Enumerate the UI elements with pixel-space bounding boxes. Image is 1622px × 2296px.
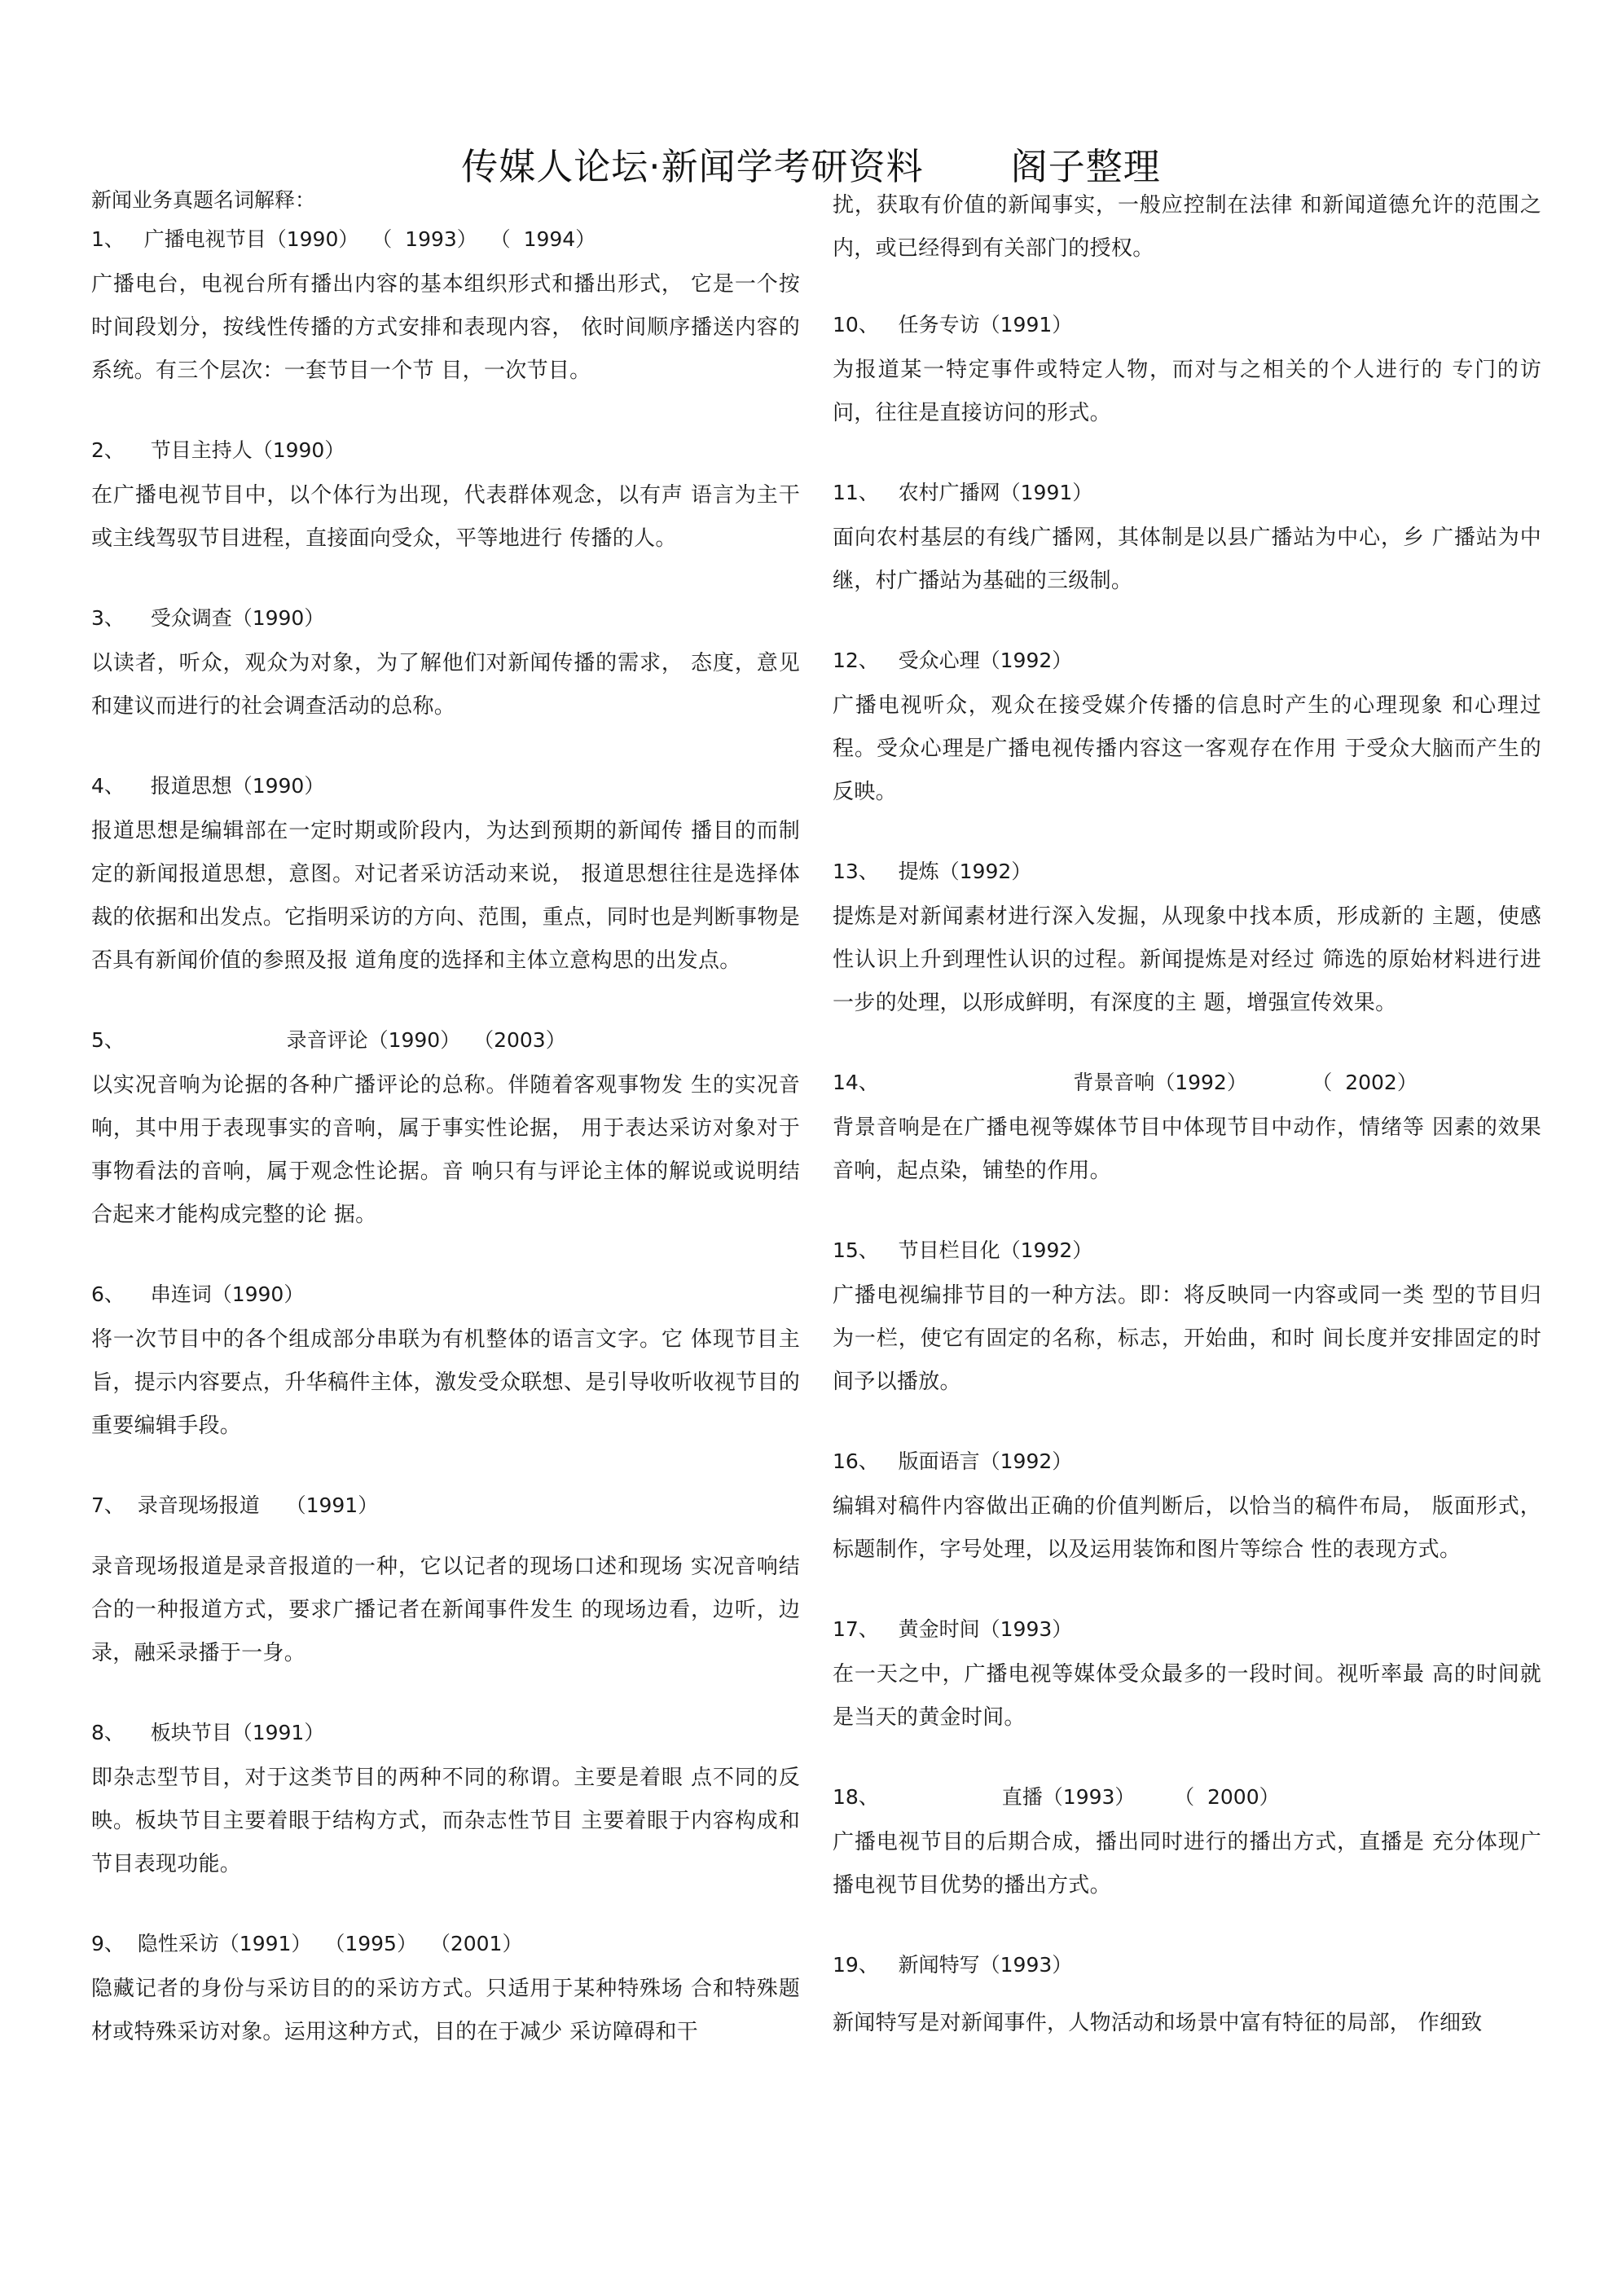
term-entry [91,600,800,728]
right-column [833,184,1541,2084]
term-definition: 背景音响是在广播电视等媒体节目中体现节目中动作，情绪等 因素的效果音响，起点染，铺垫的作用。 [833,1115,1541,1183]
term-heading: 5、 录音评论（1990） （2003） [91,1028,566,1052]
term-heading: 3、 受众调查（1990） [91,606,325,630]
term-entry [91,768,800,983]
term-definition: 新闻特写是对新闻事件，人物活动和场景中富有特征的局部， 作细致 [833,2011,1483,2035]
term-definition: 编辑对稿件内容做出正确的价值判断后，以恰当的稿件布局， 版面形式，标题制作，字号处理，以及运用装饰和图片等综合 性的表现方式。 [833,1494,1541,1562]
term-definition: 在一天之中，广播电视等媒体受众最多的一段时间。视听率最 高的时间就是当天的黄金时间。 [833,1662,1541,1730]
term-entry [91,1714,800,1886]
term-heading: 8、 板块节目（1991） [91,1721,325,1744]
term-definition: 以实况音响为论据的各种广播评论的总称。伴随着客观事物发 生的实况音响，其中用于表现事实的音响，属于事实性论据， 用于表达采访对象对于事物看法的音响，属于观念性论据。音 响只有与评论主体的解说或说明结合起来才能构成完整的论 据。 [91,1073,800,1227]
term-heading: 12、 受众心理（1992） [833,649,1073,672]
term-heading: 6、 串连词（1990） [91,1282,305,1306]
term-definition: 以读者，听众，观众为对象，为了解他们对新闻传播的需求， 态度，意见和建议而进行的社会调查活动的总称。 [91,651,800,719]
term-definition: 录音现场报道是录音报道的一种，它以记者的现场口述和现场 实况音响结合的一种报道方式，要求广播记者在新闻事件发生 的现场边看，边听，边录，融采录播于一身。 [91,1555,800,1665]
term-entry [833,306,1541,435]
term-definition: 面向农村基层的有线广播网，其体制是以县广播站为中心，乡 广播站为中继，村广播站为基础的三级制。 [833,526,1541,593]
term-definition: 广播电视编排节目的一种方法。即：将反映同一内容或同一类 型的节目归为一栏，使它有固定的名称，标志，开始曲，和时 间长度并安排固定的时间予以播放。 [833,1283,1541,1394]
term-heading: 13、 提炼（1992） [833,860,1032,883]
term-definition: 提炼是对新闻素材进行深入发掘，从现象中找本质，形成新的 主题，使感性认识上升到理性认识的过程。新闻提炼是对经过 筛选的原始材料进行进一步的处理，以形成鲜明，有深度的主 题，增强宣传效果。 [833,904,1541,1015]
term-entry [833,853,1541,1025]
term-entry [91,1276,800,1448]
term-heading: 16、 版面语言（1992） [833,1449,1073,1473]
continued-definition [833,184,1541,271]
term-heading: 7、 录音现场报道 （1991） [91,1493,379,1517]
term-definition: 报道思想是编辑部在一定时期或阶段内，为达到预期的新闻传 播目的而制定的新闻报道思想，意图。对记者采访活动来说， 报道思想往往是选择体裁的依据和出发点。它指明采访的方向、范围，重点，同时也是判断事物是否具有新闻价值的参照及报 道角度的选择和主体立意构思的出发点。 [91,819,800,973]
term-entry [833,1443,1541,1572]
term-heading: 11、 农村广播网（1991） [833,481,1093,504]
term-heading: 2、 节目主持人（1990） [91,438,345,462]
term-heading: 1、 广播电视节目（1990） （ 1993） （ 1994） [91,227,596,251]
term-definition: 隐藏记者的身份与采访目的的采访方式。只适用于某种特殊场 合和特殊题材或特殊采访对象。运用这种方式，目的在于减少 采访障碍和干 [91,1977,800,2044]
term-definition: 广播电台，电视台所有播出内容的基本组织形式和播出形式， 它是一个按时间段划分，按线性传播的方式安排和表现内容， 依时间顺序播送内容的系统。有三个层次：一套节目一个节 目，一次节目。 [91,272,800,383]
term-definition: 即杂志型节目，对于这类节目的两种不同的称谓。主要是着眼 点不同的反映。板块节目主要着眼于结构方式，而杂志性节目 主要着眼于内容构成和节目表现功能。 [91,1766,800,1876]
term-definition: 在广播电视节目中，以个体行为出现，代表群体观念，以有声 语言为主干或主线驾驭节目进程，直接面向受众，平等地进行 传播的人。 [91,483,800,551]
term-definition: 将一次节目中的各个组成部分串联为有机整体的语言文字。它 体现节目主旨，提示内容要点，升华稿件主体，激发受众联想、是引导收听收视节目的重要编辑手段。 [91,1327,800,1438]
term-definition: 广播电视节目的后期合成，播出同时进行的播出方式，直播是 充分体现广播电视节目优势的播出方式。 [833,1830,1541,1898]
term-heading: 19、 新闻特写（1993） [833,1953,1073,1977]
term-entry [833,1232,1541,1404]
term-entry [833,1946,1541,2045]
intro-heading: 新闻业务真题名词解释： [91,188,316,212]
term-heading: 18、 直播（1993） （ 2000） [833,1785,1280,1809]
term-heading: 15、 节目栏目化（1992） [833,1238,1093,1262]
term-entry [91,1022,800,1237]
term-heading: 17、 黄金时间（1993） [833,1617,1073,1641]
term-entry [833,1064,1541,1193]
term-heading: 9、 隐性采访（1991） （1995） （2001） [91,1932,523,1955]
term-entry [91,1487,800,1675]
term-entry [91,221,800,393]
term-entry [833,1611,1541,1740]
term-definition: 扰，获取有价值的新闻事实，一般应控制在法律 和新闻道德允许的范围之内，或已经得到有关部门的授权。 [833,193,1541,261]
term-entry [91,1925,800,2054]
term-entry [91,432,800,561]
term-entry [833,642,1541,814]
term-heading: 14、 背景音响（1992） （ 2002） [833,1071,1418,1094]
term-heading: 10、 任务专访（1991） [833,313,1073,336]
term-entry [833,1779,1541,1907]
term-heading: 4、 报道思想（1990） [91,774,325,798]
term-definition: 为报道某一特定事件或特定人物，而对与之相关的个人进行的 专门的访问，往往是直接访问的形式。 [833,358,1541,425]
page-title: 传媒人论坛·新闻学考研资料 阁子整理 [461,145,1161,188]
term-entry [833,474,1541,603]
left-column [91,184,800,2093]
term-definition: 广播电视听众，观众在接受媒介传播的信息时产生的心理现象 和心理过程。受众心理是广播电视传播内容这一客观存在作用 于受众大脑而产生的反映。 [833,693,1541,804]
